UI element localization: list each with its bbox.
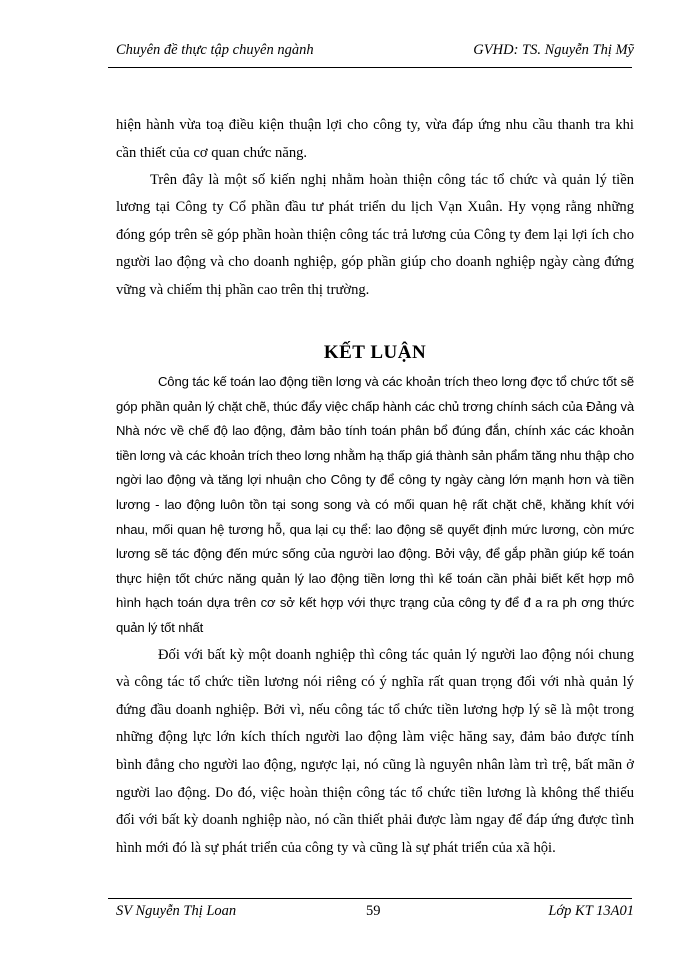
footer-class: Lớp KT 13A01: [548, 903, 634, 919]
page-content: [116, 111, 634, 862]
page-footer: [116, 901, 634, 923]
header-report-title: Chuyên đề thực tập chuyên ngành: [116, 42, 314, 58]
page-header: [116, 40, 634, 62]
footer-student-name: SV Nguyễn Thị Loan: [116, 903, 237, 919]
page-number: 59: [366, 903, 381, 919]
continuation-paragraph: hiện hành vừa toạ điều kiện thuận lợi cho công ty, vừa đáp ứng nhu cầu thanh tra khi cần thiết của cơ quan chức năng.: [116, 117, 634, 161]
header-divider: [108, 67, 632, 68]
conclusion-heading: KẾT LUẬN: [323, 342, 427, 364]
conclusion-paragraph-2: Đối với bất kỳ một doanh nghiệp thì công tác quản lý người lao động nói chung và công tác tổ chức tiền lương nói riêng có ý nghĩa rất quan trọng đối với nhà quản lý đứng đầu doanh nghiệp. Bởi vì, nếu công tác tổ chức tiền lương hợp lý sẽ là một trong những động lực lớn kích thích người lao động làm việc hăng say, đảm bảo được tính bình đẳng cho người lao động, ngược lại, nó cũng là nguyên nhân làm trì trệ, bất mãn ở người lao động. Do đó, việc hoàn thiện công tác tổ chức tiền lương là không thể thiếu đối với bất kỳ doanh nghiệp nào, nó cần thiết phải được làm ngay để đáp ứng được tình hình mới đó là sự phát triển của công ty và cũng là sự phát triển của xã hội.: [116, 646, 634, 856]
conclusion-paragraph-1: Công tác kế toán lao động tiền lơng và các khoản trích theo lơng đợc tổ chức tốt sẽ góp phần quản lý chặt chẽ, thúc đẩy việc chấp hành các chủ trơng chính sách của Đảng và Nhà nớc về chế độ lao động, đảm bảo tính toán phân bổ đúng đắn, chính xác các khoản tiền lơng và các khoản trích theo lơng nhằm hạ thấp giá thành sản phẩm tăng nhu thập cho ngời lao động và tăng lợi nhuận cho Công ty để công ty ngày càng lớn mạnh hơn và tiền lương - lao động luôn tồn tại song song và có mối quan hệ rất chặt chẽ, khăng khít với nhau, mối quan hệ tương hỗ, qua lại cụ thể: lao động sẽ quyết định mức lương, còn mức lương sẽ tác động đến mức sống của người lao động. Bởi vậy, để gắp phần giúp kế toán thực hiện tốt chức năng quản lý lao động tiền lơng thì kế toán cần phải biết kết hợp mô hình hạch toán dựa trên cơ sở kết hợp với thực trạng của công ty để đ a ra ph ơng thức quản lý tốt nhất: [116, 374, 634, 635]
header-supervisor: GVHD: TS. Nguyễn Thị Mỹ: [473, 42, 634, 58]
recommendation-paragraph: Trên đây là một số kiến nghị nhằm hoàn thiện công tác tổ chức và quản lý tiền lương tại Công ty Cổ phần đầu tư phát triển du lịch Vạn Xuân. Hy vọng rằng những đóng góp trên sẽ góp phần hoàn thiện công tác trả lương của Công ty đem lại lợi ích cho người lao động và cho doanh nghiệp, góp phần giúp cho doanh nghiệp ngày càng đứng vững và chiếm thị phần cao trên thị trường.: [116, 172, 634, 298]
footer-divider: [108, 898, 632, 899]
